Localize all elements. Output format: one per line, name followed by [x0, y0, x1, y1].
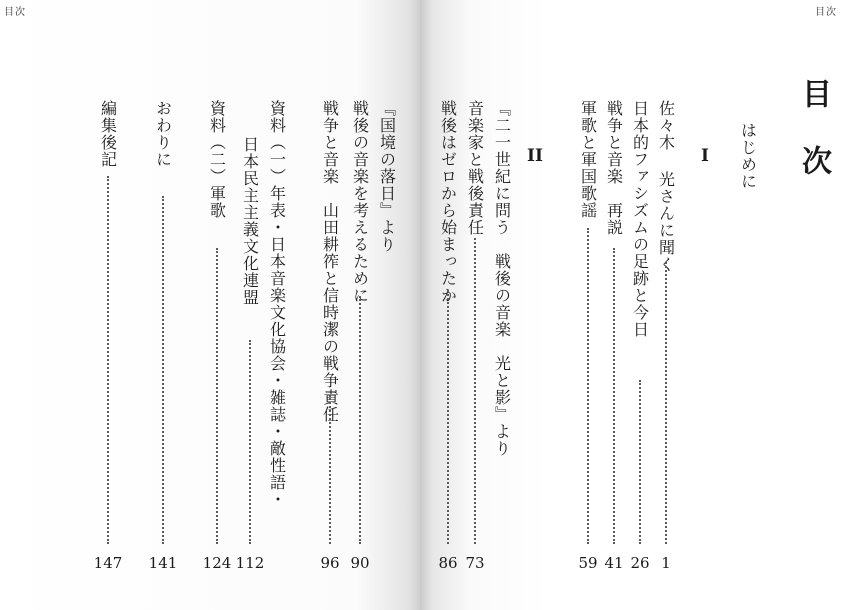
toc-source-heading: 『国境の落日』より	[377, 100, 397, 253]
toc-entry-page: 59	[578, 554, 598, 572]
toc-entry-title: 日本民主主義文化連盟	[240, 136, 260, 306]
leader-dots	[216, 248, 220, 544]
toc-entry-page: 147	[93, 554, 123, 572]
leader-dots	[107, 176, 111, 544]
leader-dots	[359, 296, 363, 544]
toc-entry-title: 戦後の音楽を考えるために	[350, 100, 370, 304]
leader-dots	[665, 262, 669, 544]
toc-entry-title: 資料（二）軍歌	[207, 100, 227, 219]
toc-entry-title: 戦後はゼロから始まったか	[438, 100, 458, 304]
toc-entry-page: 1	[661, 554, 671, 572]
toc-source-heading: 『二一世紀に問う 戦後の音楽 光と影』より	[492, 100, 512, 457]
toc-entry-title: 戦争と音楽 山田耕筰と信時潔の戦争責任	[320, 100, 340, 423]
leader-dots	[639, 380, 643, 544]
toc-entry-title: 日本的ファシズムの足跡と今日	[630, 100, 650, 338]
toc-entry-title: 佐々木 光さんに聞く	[656, 100, 676, 273]
toc-entry-page: 26	[630, 554, 650, 572]
toc-entry-title: 資料（一）年表・日本音楽文化協会・雑誌・敵性語・	[267, 100, 287, 508]
toc-entry-title: 軍歌と軍国歌謡	[578, 100, 598, 219]
toc-entry-title: 戦争と音楽 再説	[604, 100, 624, 236]
toc-entry-page: 41	[604, 554, 624, 572]
toc-entry-page: 90	[350, 554, 370, 572]
leader-dots	[613, 248, 617, 544]
part-heading-1: I	[701, 146, 709, 166]
leader-dots	[474, 238, 478, 544]
part-heading-2: II	[527, 146, 543, 166]
running-head-left: 目次	[4, 7, 26, 18]
leader-dots	[249, 340, 253, 544]
leader-dots	[162, 196, 166, 544]
toc-entry-title: おわりに	[153, 100, 173, 168]
toc-entry-title: 編集後記	[98, 100, 118, 168]
leader-dots	[447, 290, 451, 544]
toc-entry-page: 73	[465, 554, 485, 572]
leader-dots	[587, 228, 591, 544]
toc-entry-title: 音楽家と戦後責任	[465, 100, 485, 236]
toc-entry-page: 141	[148, 554, 178, 572]
running-head-right: 目次	[815, 7, 837, 18]
toc-entry-page: 112	[235, 554, 265, 572]
toc-entry-page: 96	[320, 554, 340, 572]
toc-title: 目 次	[796, 78, 831, 176]
toc-entry-page: 124	[202, 554, 232, 572]
toc-intro: はじめに	[738, 122, 758, 190]
leader-dots	[329, 395, 333, 544]
toc-entry-page: 86	[438, 554, 458, 572]
